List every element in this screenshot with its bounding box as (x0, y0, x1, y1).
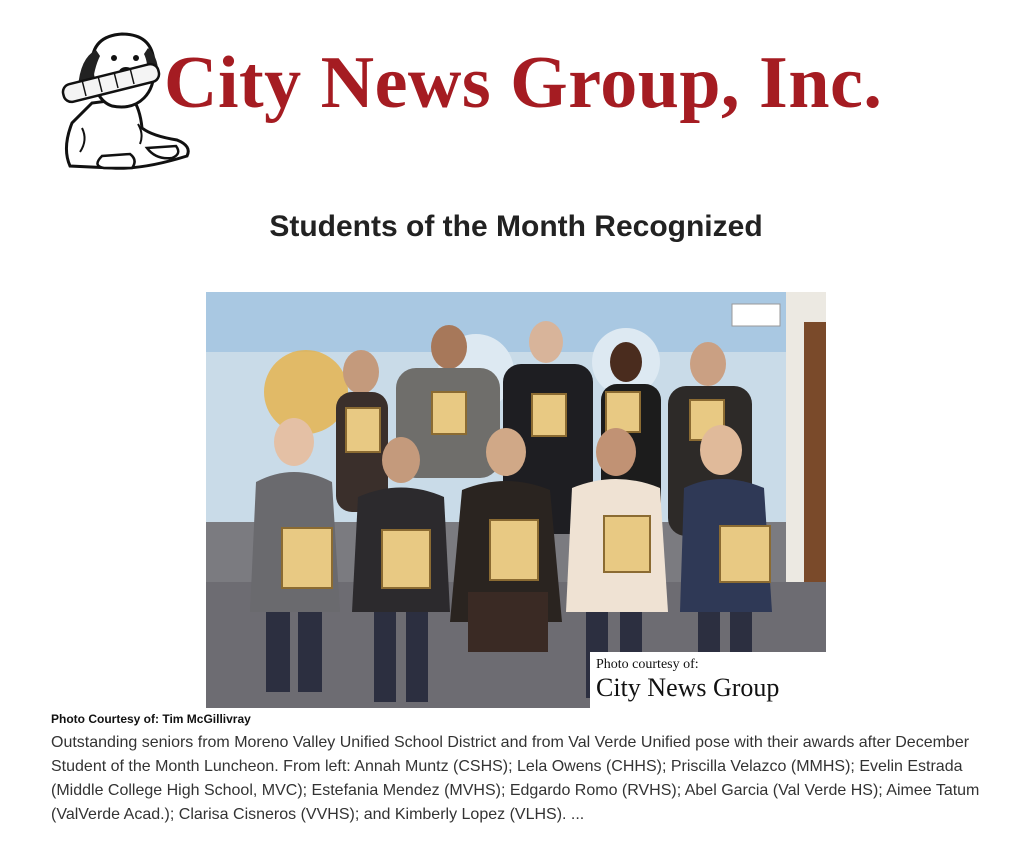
article-photo (206, 292, 826, 708)
group-photo-illustration (206, 292, 826, 708)
watermark-line-2: City News Group (596, 673, 780, 702)
masthead (52, 28, 982, 178)
photo-watermark (590, 652, 826, 708)
watermark-line-1: Photo courtesy of: (596, 657, 699, 672)
photo-credit: Photo Courtesy of: Tim McGillivray (51, 712, 251, 726)
article-headline: Students of the Month Recognized (269, 210, 763, 243)
article-caption: Outstanding seniors from Moreno Valley Unified School District and from Val Verde Unified pose with their awards after December Student of the Month Luncheon. From left: Annah Muntz (CSHS); Lela Owens (CHHS); Priscilla Velazco (MMHS); Evelin Estrada (Middle College High School, MVC); Estefania Mendez (MVHS); Edgardo Romo (RVHS); Abel Garcia (Val Verde HS); Aimee Tatum (ValVerde Acad.); Clarisa Cisneros (VVHS); and Kimberly Lopez (VLHS). ... (51, 734, 980, 823)
brand-name: City News Group, Inc. (164, 42, 883, 124)
